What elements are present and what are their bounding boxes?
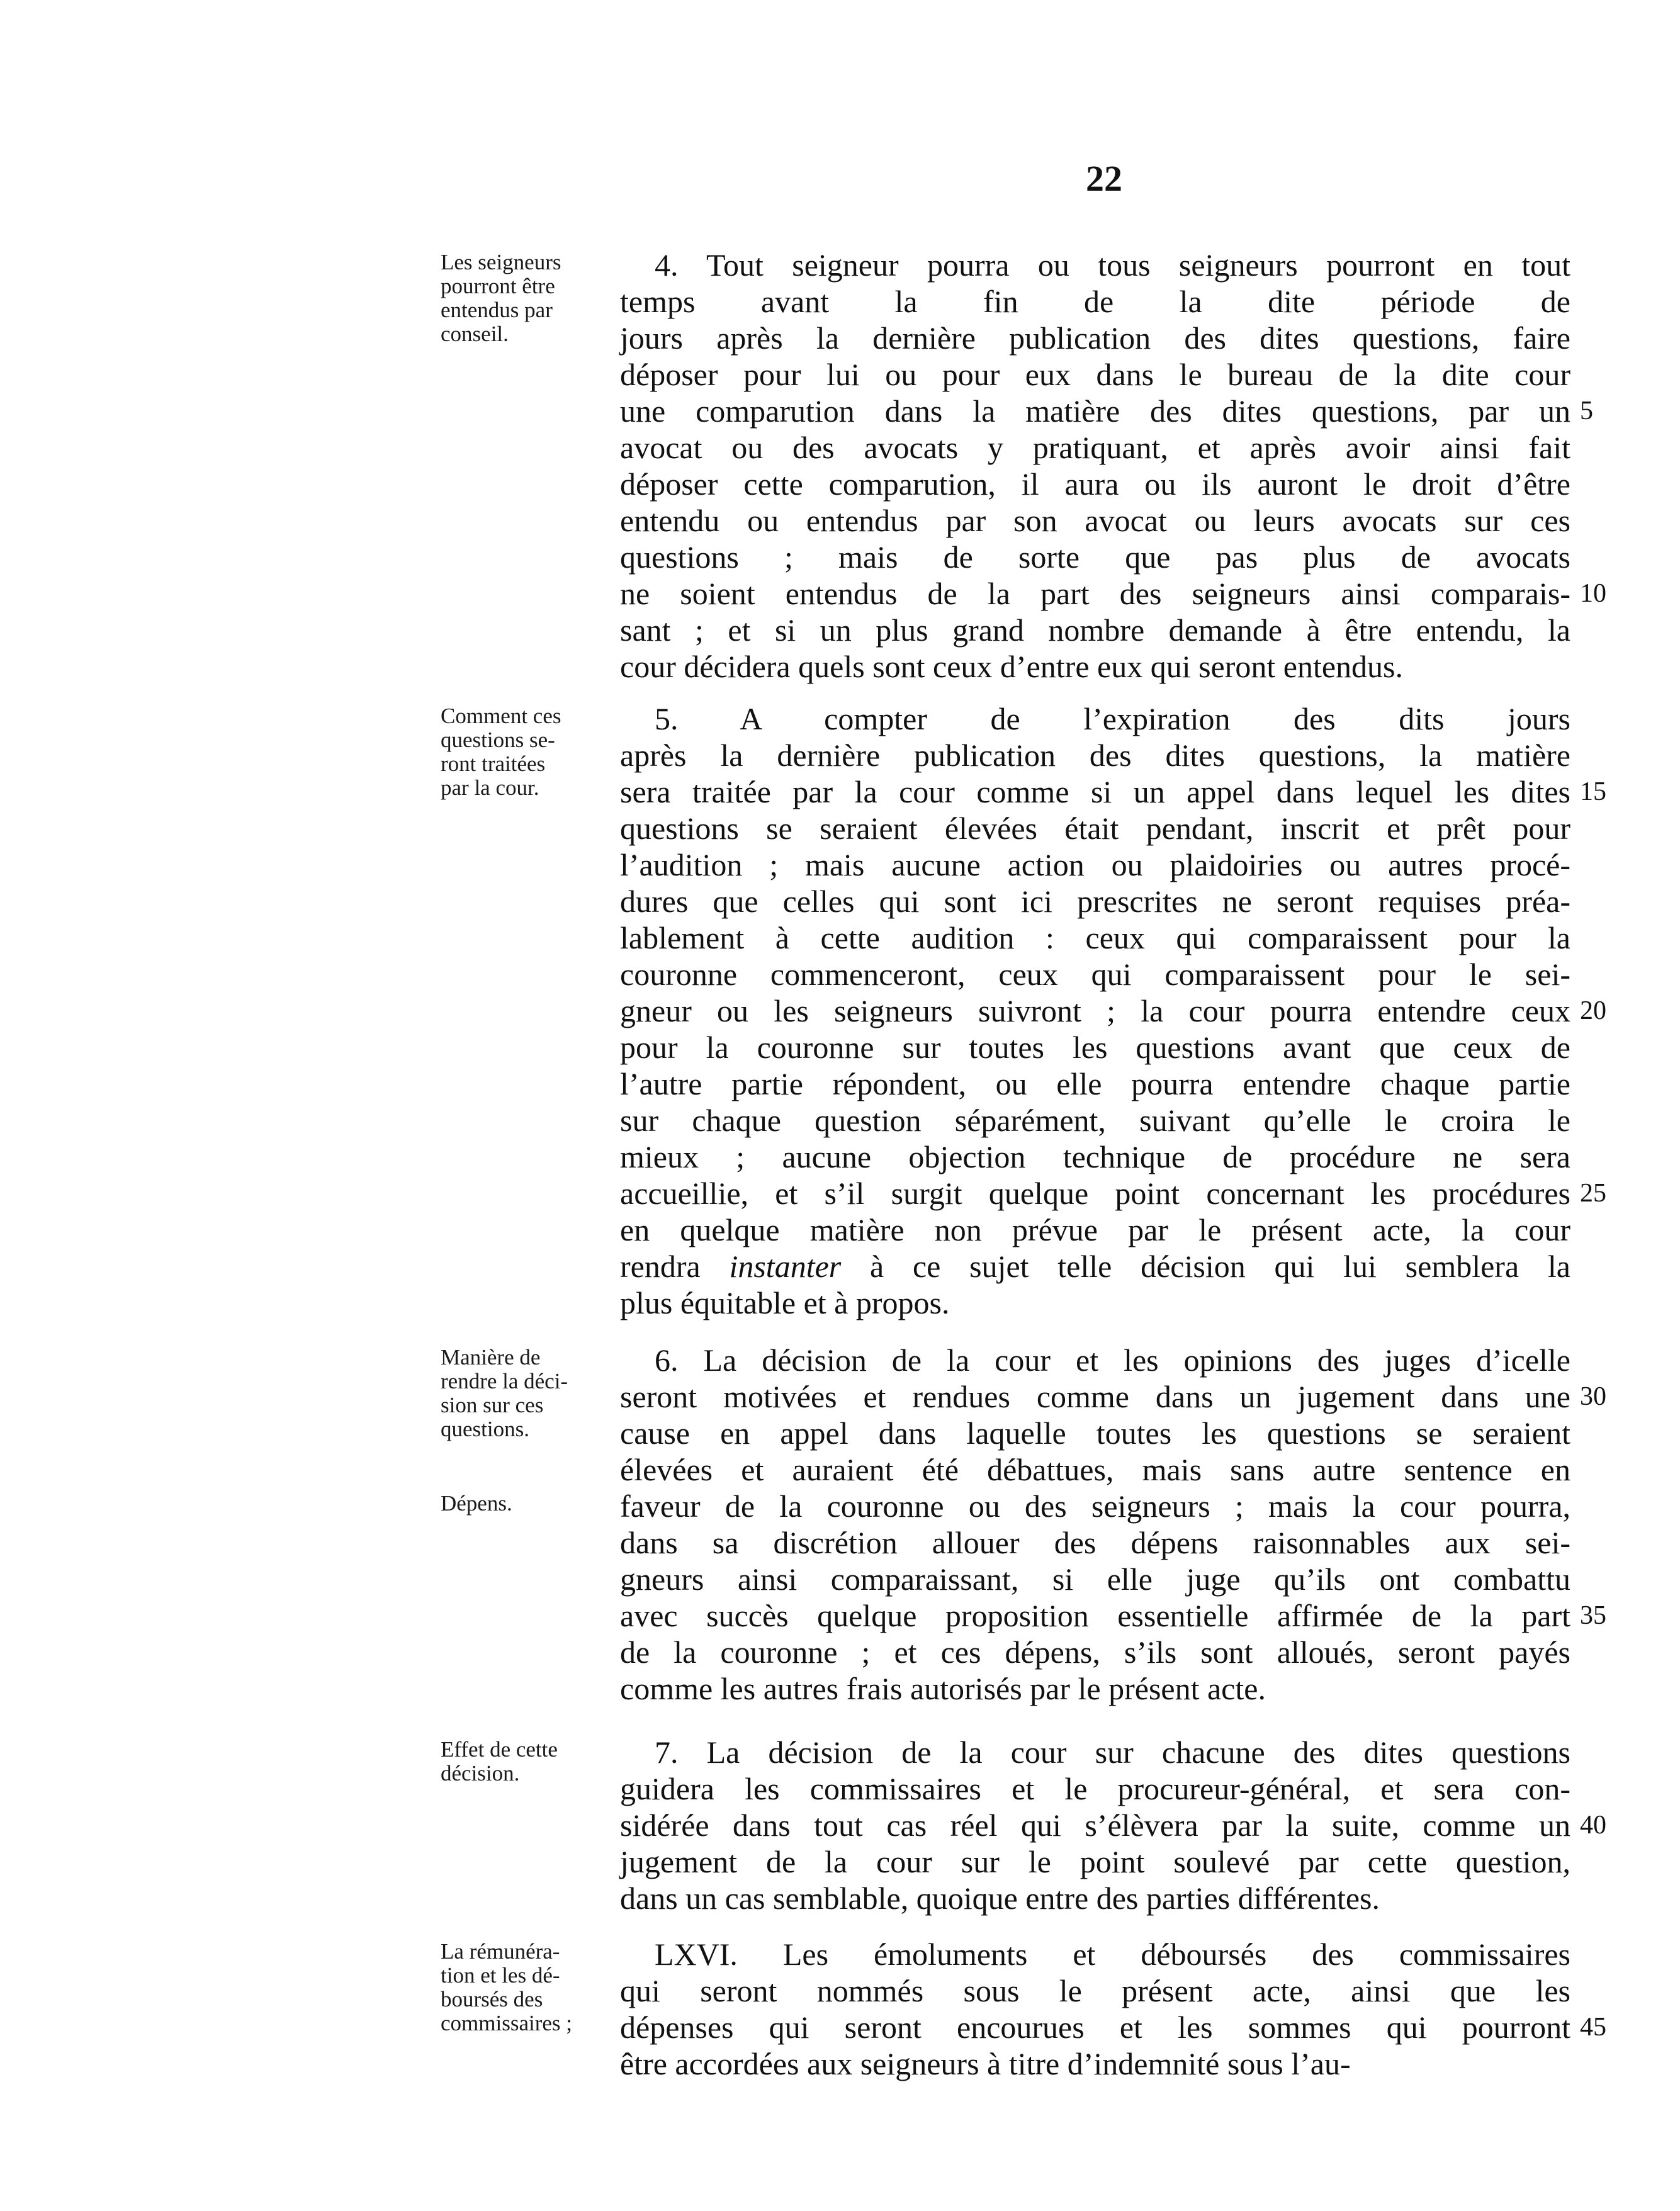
margin-note [441, 1940, 611, 2035]
text-line: l’audition ; mais aucune action ou plaidoiries ou autres procé- [620, 847, 1570, 882]
line-number: 20 [1580, 996, 1606, 1025]
margin-note-line: rendre la déci- [441, 1369, 568, 1393]
text-line: lablement à cette audition : ceux qui comparaissent pour la [620, 920, 1570, 955]
text-line: cause en appel dans laquelle toutes les questions se seraient [620, 1415, 1570, 1451]
line-number: 15 [1580, 777, 1606, 806]
text-line: comme les autres frais autorisés par le présent acte. [620, 1671, 1266, 1706]
text-line: qui seront nommés sous le présent acte, ainsi que les [620, 1973, 1570, 2008]
margin-note [441, 1738, 611, 1786]
text-line: dépenses qui seront encourues et les sommes qui pourront [620, 2010, 1570, 2045]
margin-note-line: Effet de cette [441, 1737, 558, 1762]
text-line: cour décidera quels sont ceux d’entre eux qui seront entendus. [620, 649, 1404, 684]
text-line: ne soient entendus de la part des seigneurs ainsi comparais- [620, 576, 1570, 611]
text-line: rendra instanter à ce sujet telle décision qui lui semblera la [620, 1249, 1570, 1284]
margin-note-line: Comment ces [441, 704, 561, 728]
text-line: gneur ou les seigneurs suivront ; la cour pourra entendre ceux [620, 993, 1570, 1028]
margin-note-line: commissaires ; [441, 2011, 572, 2035]
text-line: après la dernière publication des dites questions, la matière [620, 738, 1570, 773]
text-line: entendu ou entendus par son avocat ou leurs avocats sur ces [620, 503, 1570, 538]
margin-note-line: sion sur ces [441, 1393, 544, 1417]
text-line: déposer pour lui ou pour eux dans le bureau de la dite cour [620, 357, 1570, 392]
text-line: LXVI. Les émoluments et déboursés des commissaires [655, 1937, 1570, 1972]
text-line: questions ; mais de sorte que pas plus de avocats [620, 539, 1570, 575]
text-line: sant ; et si un plus grand nombre demande à être entendu, la [620, 612, 1570, 648]
text-line: guidera les commissaires et le procureur-général, et sera con- [620, 1771, 1570, 1806]
text-line: 4. Tout seigneur pourra ou tous seigneurs pourront en tout [655, 247, 1570, 283]
text-line: sera traitée par la cour comme si un appel dans lequel les dites [620, 774, 1570, 809]
text-line: mieux ; aucune objection technique de procédure ne sera [620, 1139, 1570, 1174]
text-line: une comparution dans la matière des dites questions, par un [620, 393, 1570, 429]
margin-note-line: questions se- [441, 728, 555, 752]
italic-term: instanter [729, 1249, 842, 1284]
margin-note-line: ront traitées [441, 751, 546, 776]
text-line: avec succès quelque proposition essentielle affirmée de la part [620, 1598, 1570, 1633]
margin-note-line: Les seigneurs [441, 250, 561, 274]
margin-note [441, 250, 611, 346]
line-number: 5 [1580, 397, 1593, 425]
text-line: faveur de la couronne ou des seigneurs ; mais la cour pourra, [620, 1488, 1570, 1524]
text-line: avocat ou des avocats y pratiquant, et après avoir ainsi fait [620, 430, 1570, 465]
margin-note-line: Dépens. [441, 1491, 512, 1516]
text-line: questions se seraient élevées était pendant, inscrit et prêt pour [620, 811, 1570, 846]
line-number: 10 [1580, 579, 1606, 608]
text-line: être accordées aux seigneurs à titre d’indemnité sous l’au- [620, 2046, 1351, 2081]
margin-note-line: entendus par [441, 298, 553, 322]
text-line: 7. La décision de la cour sur chacune des dites questions [655, 1735, 1570, 1770]
text-line: temps avant la fin de la dite période de [620, 284, 1570, 319]
line-number: 40 [1580, 1811, 1606, 1840]
text-line: jours après la dernière publication des dites questions, faire [620, 320, 1570, 356]
text-line: de la couronne ; et ces dépens, s’ils sont alloués, seront payés [620, 1634, 1570, 1670]
margin-note [441, 1492, 611, 1516]
text-line: l’autre partie répondent, ou elle pourra entendre chaque partie [620, 1066, 1570, 1101]
margin-note-line: par la cour. [441, 775, 539, 800]
line-number: 35 [1580, 1601, 1606, 1630]
text-line: gneurs ainsi comparaissant, si elle juge qu’ils ont combattu [620, 1561, 1570, 1597]
text-line: pour la couronne sur toutes les questions avant que ceux de [620, 1030, 1570, 1065]
margin-note-line: tion et les dé- [441, 1963, 560, 1988]
text-line: déposer cette comparution, il aura ou ils auront le droit d’être [620, 466, 1570, 502]
margin-note [441, 1346, 611, 1441]
text-line: accueillie, et s’il surgit quelque point concernant les procédures [620, 1176, 1570, 1211]
text-line: jugement de la cour sur le point soulevé par cette question, [620, 1844, 1570, 1879]
margin-note-line: pourront être [441, 274, 555, 298]
line-number: 30 [1580, 1382, 1606, 1411]
margin-note-line: décision. [441, 1761, 520, 1786]
line-number: 45 [1580, 2013, 1606, 2042]
text-line: 5. A compter de l’expiration des dits jours [655, 701, 1570, 736]
text-line: dans sa discrétion allouer des dépens raisonnables aux sei- [620, 1525, 1570, 1560]
text-line: couronne commenceront, ceux qui comparaissent pour le sei- [620, 957, 1570, 992]
text-line: en quelque matière non prévue par le présent acte, la cour [620, 1212, 1570, 1247]
text-line: seront motivées et rendues comme dans un jugement dans une [620, 1379, 1570, 1414]
margin-note-line: conseil. [441, 322, 509, 346]
text-line: élevées et auraient été débattues, mais sans autre sentence en [620, 1452, 1570, 1487]
text-line: sidérée dans tout cas réel qui s’élèvera par la suite, comme un [620, 1808, 1570, 1843]
margin-note-line: La rémunéra- [441, 1939, 560, 1964]
text-line: dures que celles qui sont ici prescrites ne seront requises préa- [620, 884, 1570, 919]
text-line: 6. La décision de la cour et les opinions des juges d’icelle [655, 1342, 1570, 1378]
line-number: 25 [1580, 1179, 1606, 1208]
text-line: dans un cas semblable, quoique entre des parties différentes. [620, 1881, 1380, 1916]
margin-note-line: boursés des [441, 1987, 543, 2011]
margin-note [441, 704, 611, 800]
page-number: 22 [1086, 158, 1122, 199]
text-line: sur chaque question séparément, suivant qu’elle le croira le [620, 1103, 1570, 1138]
text-line: plus équitable et à propos. [620, 1285, 950, 1320]
margin-note-line: questions. [441, 1417, 529, 1441]
margin-note-line: Manière de [441, 1345, 541, 1370]
